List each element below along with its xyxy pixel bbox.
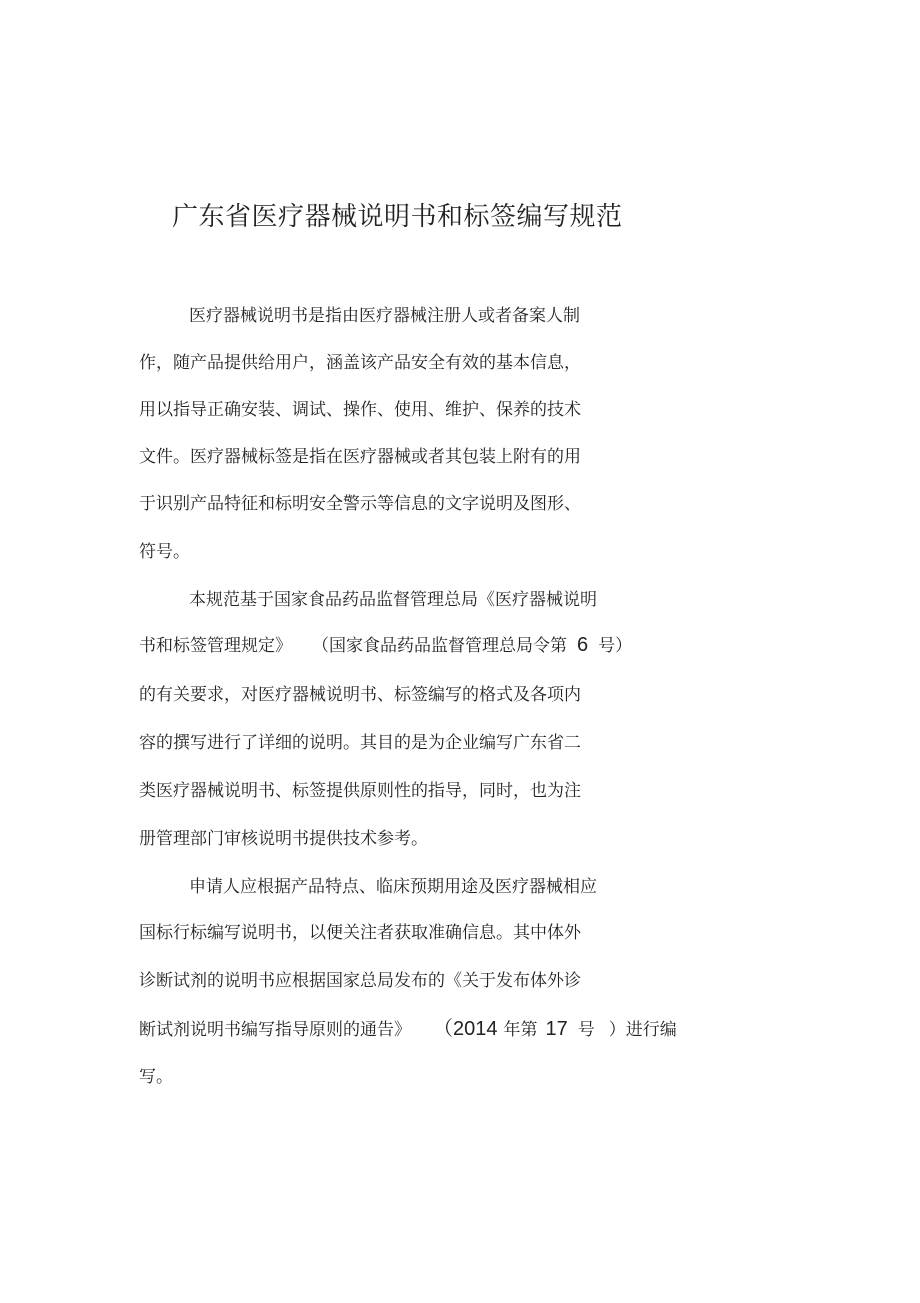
paragraph-2-line-5: 类医疗器械说明书、标签提供原则性的指导，同时，也为注 [139,781,581,801]
paragraph-2-decree-number: 6 [577,634,589,656]
paragraph-3-line-3: 诊断试剂的说明书应根据国家总局发布的《关于发布体外诊 [139,971,581,991]
paragraph-3-paren-open: （ [433,1016,453,1040]
paragraph-3-line-4-tail: ）进行编 [608,1020,677,1040]
paragraph-3-line-4-text-a: 断试剂说明书编写指导原则的通告》 [139,1020,411,1040]
paragraph-3-nian-text: 年第 [503,1020,538,1040]
paragraph-1-line-6: 符号。 [139,542,190,562]
paragraph-2-line-2-text-b: （国家食品药品监督管理总局令第 [312,636,567,656]
paragraph-2-line-2-text-c: 号） [598,636,633,656]
paragraph-2-line-2 [139,631,632,657]
paragraph-1-line-4: 文件。医疗器械标签是指在医疗器械或者其包装上附有的用 [139,447,581,467]
paragraph-2-line-1: 本规范基于国家食品药品监督管理总局《医疗器械说明 [189,590,597,610]
paragraph-3-year: 2014 [453,1018,498,1040]
paragraph-2-line-3: 的有关要求，对医疗器械说明书、标签编写的格式及各项内 [139,685,581,705]
paragraph-3-line-5: 写。 [139,1067,173,1087]
paragraph-1-line-2: 作，随产品提供给用户，涵盖该产品安全有效的基本信息， [139,353,581,373]
paragraph-1-line-3: 用以指导正确安装、调试、操作、使用、维护、保养的技术 [139,400,581,420]
paragraph-1-line-5: 于识别产品特征和标明安全警示等信息的文字说明及图形、 [139,494,581,514]
paragraph-2-line-4: 容的撰写进行了详细的说明。其目的是为企业编写广东省二 [139,733,581,753]
paragraph-1-line-1: 医疗器械说明书是指由医疗器械注册人或者备案人制 [189,306,580,326]
paragraph-2-line-2-text-a: 书和标签管理规定》 [139,636,292,656]
paragraph-3-notice-number: 17 [545,1018,568,1040]
paragraph-2-line-6: 册管理部门审核说明书提供技术参考。 [139,829,428,849]
paragraph-3-line-1: 申请人应根据产品特点、临床预期用途及医疗器械相应 [189,877,597,897]
paragraph-3-line-4 [139,1012,677,1041]
document-title: 广东省医疗器械说明书和标签编写规范 [172,202,623,232]
paragraph-3-line-2: 国标行标编写说明书，以便关注者获取准确信息。其中体外 [139,923,581,943]
paragraph-3-hao-text: 号 [577,1020,595,1040]
